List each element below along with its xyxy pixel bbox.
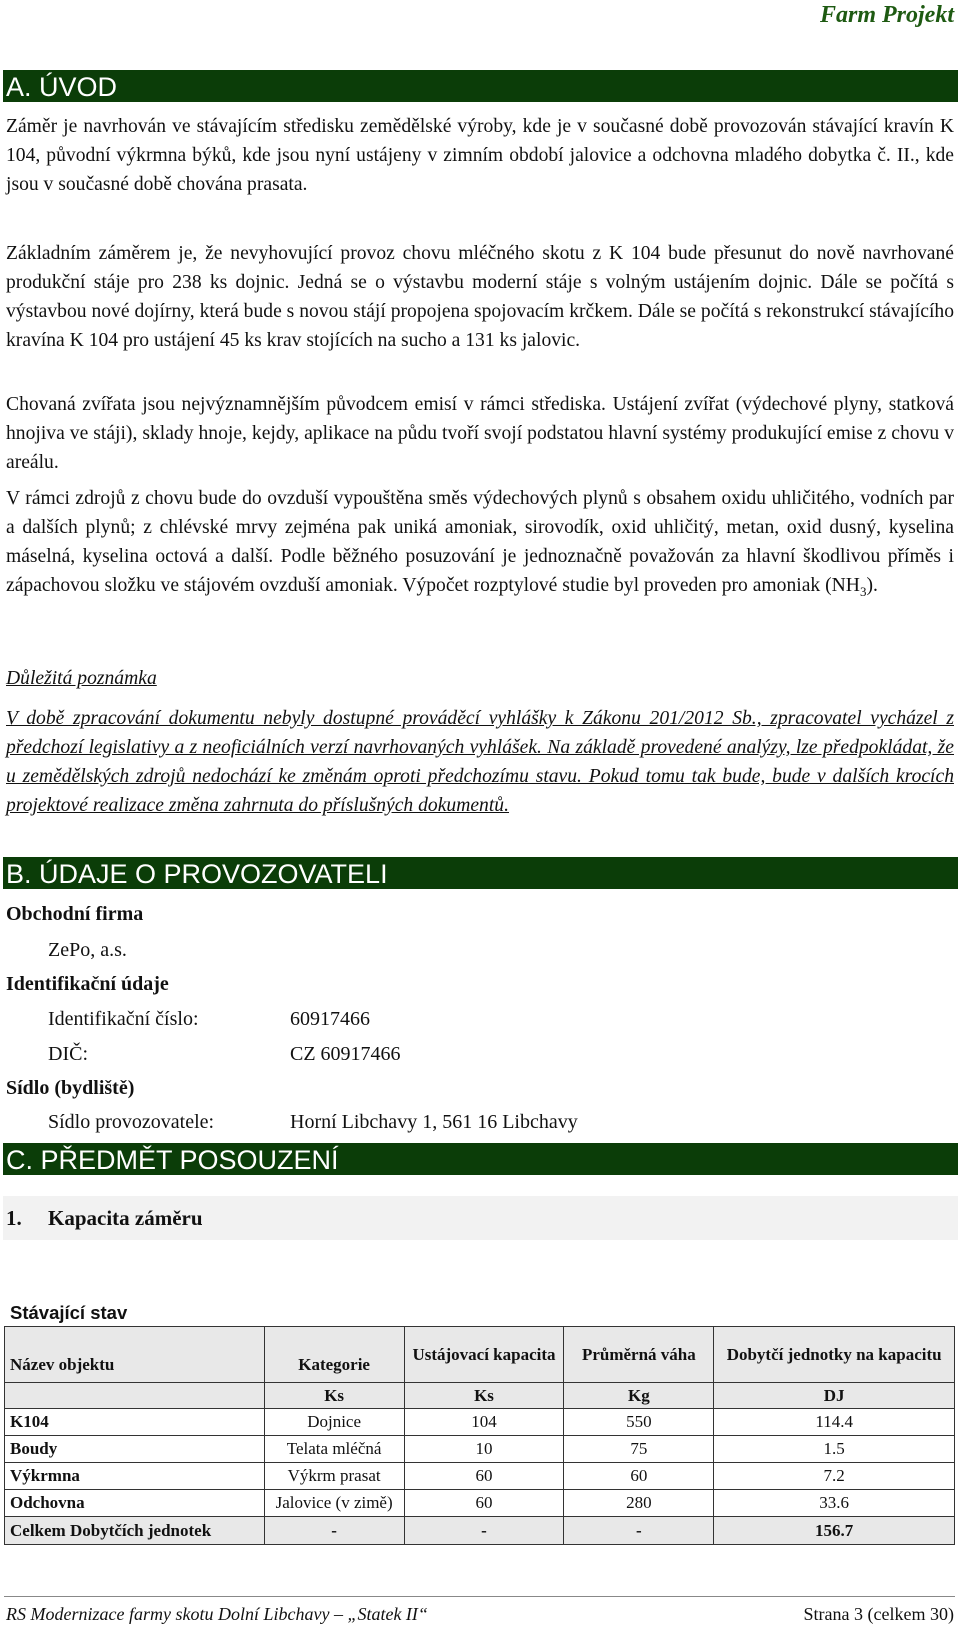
table-units-row: [5, 1383, 955, 1409]
total-label: Celkem Dobytčích jednotek: [5, 1517, 265, 1545]
dic-value: CZ 60917466: [290, 1043, 401, 1065]
seat-label: Sídlo (bydliště): [6, 1077, 135, 1099]
row-name: Odchovna: [5, 1490, 265, 1517]
header-brand: Farm Projekt: [819, 2, 954, 28]
ico-label: Identifikační číslo:: [48, 1008, 199, 1030]
header-avg-weight: Průměrná váha: [564, 1327, 714, 1383]
table-row: [5, 1463, 955, 1490]
section-b-title: B. ÚDAJE O PROVOZOVATELI: [3, 857, 958, 889]
header-capacity: Ustájovací kapacita: [404, 1327, 564, 1383]
table-caption: Stávající stav: [10, 1302, 128, 1323]
paragraph-3: Chovaná zvířata jsou nejvýznamnějším původcem emisí v rámci střediska. Ustájení zvířat (výdechové plyny, statková hnojiva ve stáji), sklady hnoje, kejdy, aplikace na půdu tvoří svojí podstatou hlavní systémy produkující emise z chovu v areálu.: [6, 394, 954, 473]
header-category: Kategorie: [264, 1327, 404, 1383]
row-name: Výkrmna: [5, 1463, 265, 1490]
row-name: K104: [5, 1409, 265, 1436]
seat-key: Sídlo provozovatele:: [48, 1111, 215, 1133]
paragraph-4: [6, 484, 954, 606]
row-weight: 550: [564, 1409, 714, 1436]
row-category: Telata mléčná: [264, 1436, 404, 1463]
total-cell: -: [564, 1517, 714, 1545]
row-category: Jalovice (v zimě): [264, 1490, 404, 1517]
row-capacity: 60: [404, 1490, 564, 1517]
paragraph-4-main: V rámci zdrojů z chovu bude do ovzduší vypouštěna směs výdechových plynů s obsahem oxidu uhličitého, vodních par a dalších plynů; z chlévské mrvy zejména pak uniká amoniak, sirovodík, oxid uhličitý, metan, oxid dusný, kyselina máselná, kyselina octová a další. Podle běžného posuzování je jednoznačně považován za hlavní škodlivou příměs i zápachovou složku ve stájovém ovzduší amoniak. Výpočet rozptylové studie byl proveden pro amoniak (NH: [6, 488, 954, 596]
row-capacity: 10: [404, 1436, 564, 1463]
paragraph-4-subscript: 3: [859, 583, 867, 599]
total-cell: -: [404, 1517, 564, 1545]
table-total-row: [5, 1517, 955, 1545]
section-c-title: C. PŘEDMĚT POSOUZENÍ: [3, 1143, 958, 1175]
unit-cell: DJ: [714, 1383, 955, 1409]
row-weight: 280: [564, 1490, 714, 1517]
row-name: Boudy: [5, 1436, 265, 1463]
table-row: [5, 1436, 955, 1463]
paragraph-4-end: ).: [866, 575, 878, 596]
row-capacity: 60: [404, 1463, 564, 1490]
paragraph-2: Základním záměrem je, že nevyhovující provoz chovu mléčného skotu z K 104 bude přesunut do nově navrhované produkční stáje pro 238 ks dojnic. Jedná se o výstavbu moderní stáje s volným ustájením dojnic. Dále se počítá s výstavbou nové dojírny, která bude s novou stájí propojena spojovacím krčkem. Dále se počítá s rekonstrukcí stávajícího kravína K 104 pro ustájení 45 ks krav stojících na sucho a 131 ks jalovic.: [6, 243, 954, 351]
table-row: [5, 1490, 955, 1517]
dic-label: DIČ:: [48, 1043, 88, 1065]
subsection-title: Kapacita záměru: [48, 1206, 203, 1230]
footer-page-number: Strana 3 (celkem 30): [803, 1604, 954, 1624]
header-object-name: Název objektu: [5, 1327, 265, 1383]
row-capacity: 104: [404, 1409, 564, 1436]
total-cell: -: [264, 1517, 404, 1545]
row-dj: 7.2: [714, 1463, 955, 1490]
ident-label: Identifikační údaje: [6, 973, 169, 995]
firm-value: ZePo, a.s.: [48, 939, 127, 961]
row-dj: 33.6: [714, 1490, 955, 1517]
unit-cell: Ks: [404, 1383, 564, 1409]
capacity-table: [4, 1326, 955, 1545]
subsection-number: 1.: [6, 1206, 22, 1230]
firm-label: Obchodní firma: [6, 903, 144, 925]
section-a-title: A. ÚVOD: [3, 70, 958, 102]
paragraph-1: Záměr je navrhován ve stávajícím středisku zemědělské výroby, kde je v současné době provozován stávající kravín K 104, původní výkrmna býků, kde jsou nyní ustájeny v zimním období jalovice a odchovna mladého dobytka č. II., kde jsou v současné době chována prasata.: [6, 116, 954, 195]
total-dj: 156.7: [714, 1517, 955, 1545]
note-body: V době zpracování dokumentu nebyly dostupné prováděcí vyhlášky k Zákonu 201/2012 Sb., zpracovatel vycházel z předchozí legislativy a z neoficiálních verzí navrhovaných vyhlášek. Na základě provedené analýzy, lze předpokládat, že u zemědělských zdrojů nedochází ke změnám oproti předchozímu stavu. Pokud tomu tak bude, bude v dalších krocích projektové realizace změna zahrnuta do příslušných dokumentů.: [6, 708, 954, 816]
row-category: Výkrm prasat: [264, 1463, 404, 1490]
seat-value: Horní Libchavy 1, 561 16 Libchavy: [290, 1111, 578, 1133]
header-livestock-units: Dobytčí jednotky na kapacitu: [714, 1327, 955, 1383]
subsection-capacity: [3, 1196, 958, 1240]
row-weight: 75: [564, 1436, 714, 1463]
ico-value: 60917466: [290, 1008, 370, 1030]
unit-cell: [5, 1383, 265, 1409]
row-category: Dojnice: [264, 1409, 404, 1436]
footer-document-title: RS Modernizace farmy skotu Dolní Libchavy – „Statek II“: [6, 1604, 428, 1624]
row-dj: 114.4: [714, 1409, 955, 1436]
unit-cell: Kg: [564, 1383, 714, 1409]
row-dj: 1.5: [714, 1436, 955, 1463]
table-row: [5, 1409, 955, 1436]
note-title: Důležitá poznámka: [6, 668, 157, 689]
table-header-row: [5, 1327, 955, 1383]
footer-divider: [4, 1596, 955, 1597]
unit-cell: Ks: [264, 1383, 404, 1409]
row-weight: 60: [564, 1463, 714, 1490]
